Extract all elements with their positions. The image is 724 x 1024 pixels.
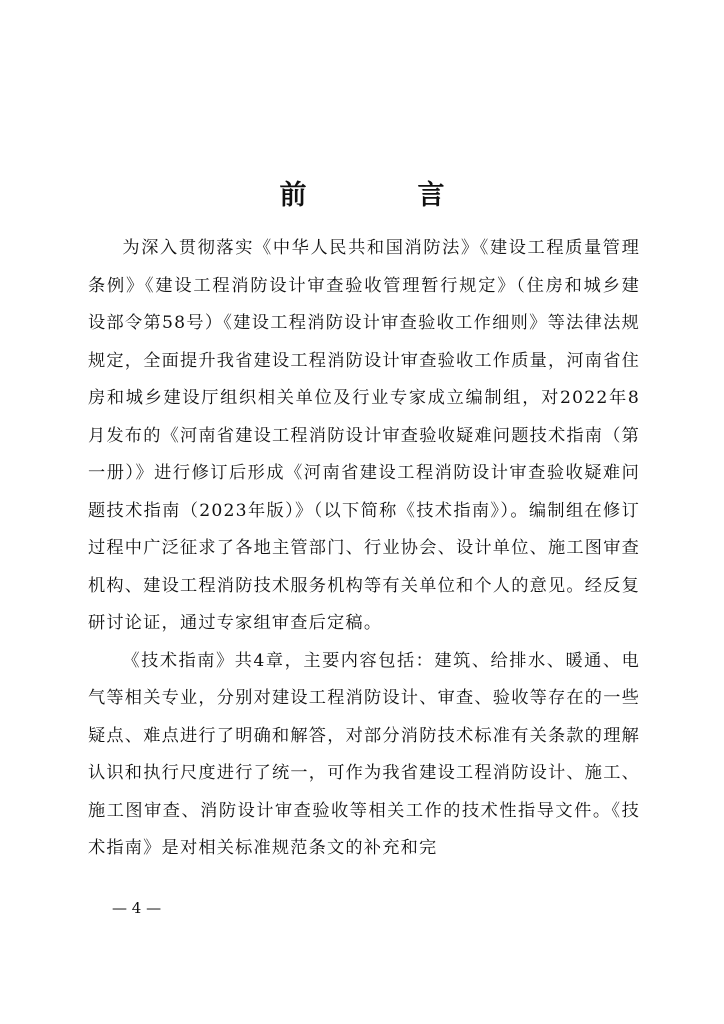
page-title: 前 言 [279, 180, 487, 211]
body-text [88, 230, 640, 868]
page-number: — 4 — [112, 899, 162, 917]
paragraph-1: 为深入贯彻落实《中华人民共和国消防法》《建设工程质量管理条例》《建设工程消防设计审查验收管理暂行规定》（住房和城乡建设部令第58号）《建设工程消防设计审查验收工作细则》等法律法规规定，全面提升我省建设工程消防设计审查验收工作质量，河南省住房和城乡建设厅组织相关单位及行业专家成立编制组，对2022年8月发布的《河南省建设工程消防设计审查验收疑难问题技术指南（第一册）》进行修订后形成《河南省建设工程消防设计审查验收疑难问题技术指南（2023年版）》（以下简称《技术指南》）。编制组在修订过程中广泛征求了各地主管部门、行业协会、设计单位、施工图审查机构、建设工程消防技术服务机构等有关单位和个人的意见。经反复研讨论证，通过专家组审查后定稿。 [88, 238, 640, 633]
paragraph-2: 《技术指南》共4章，主要内容包括：建筑、给排水、暖通、电气等相关专业，分别对建设工程消防设计、审查、验收等存在的一些疑点、难点进行了明确和解答，对部分消防技术标准有关条款的理解认识和执行尺度进行了统一，可作为我省建设工程消防设计、施工、施工图审查、消防设计审查验收等相关工作的技术性指导文件。《技术指南》是对相关标准规范条文的补充和完 [88, 650, 640, 858]
